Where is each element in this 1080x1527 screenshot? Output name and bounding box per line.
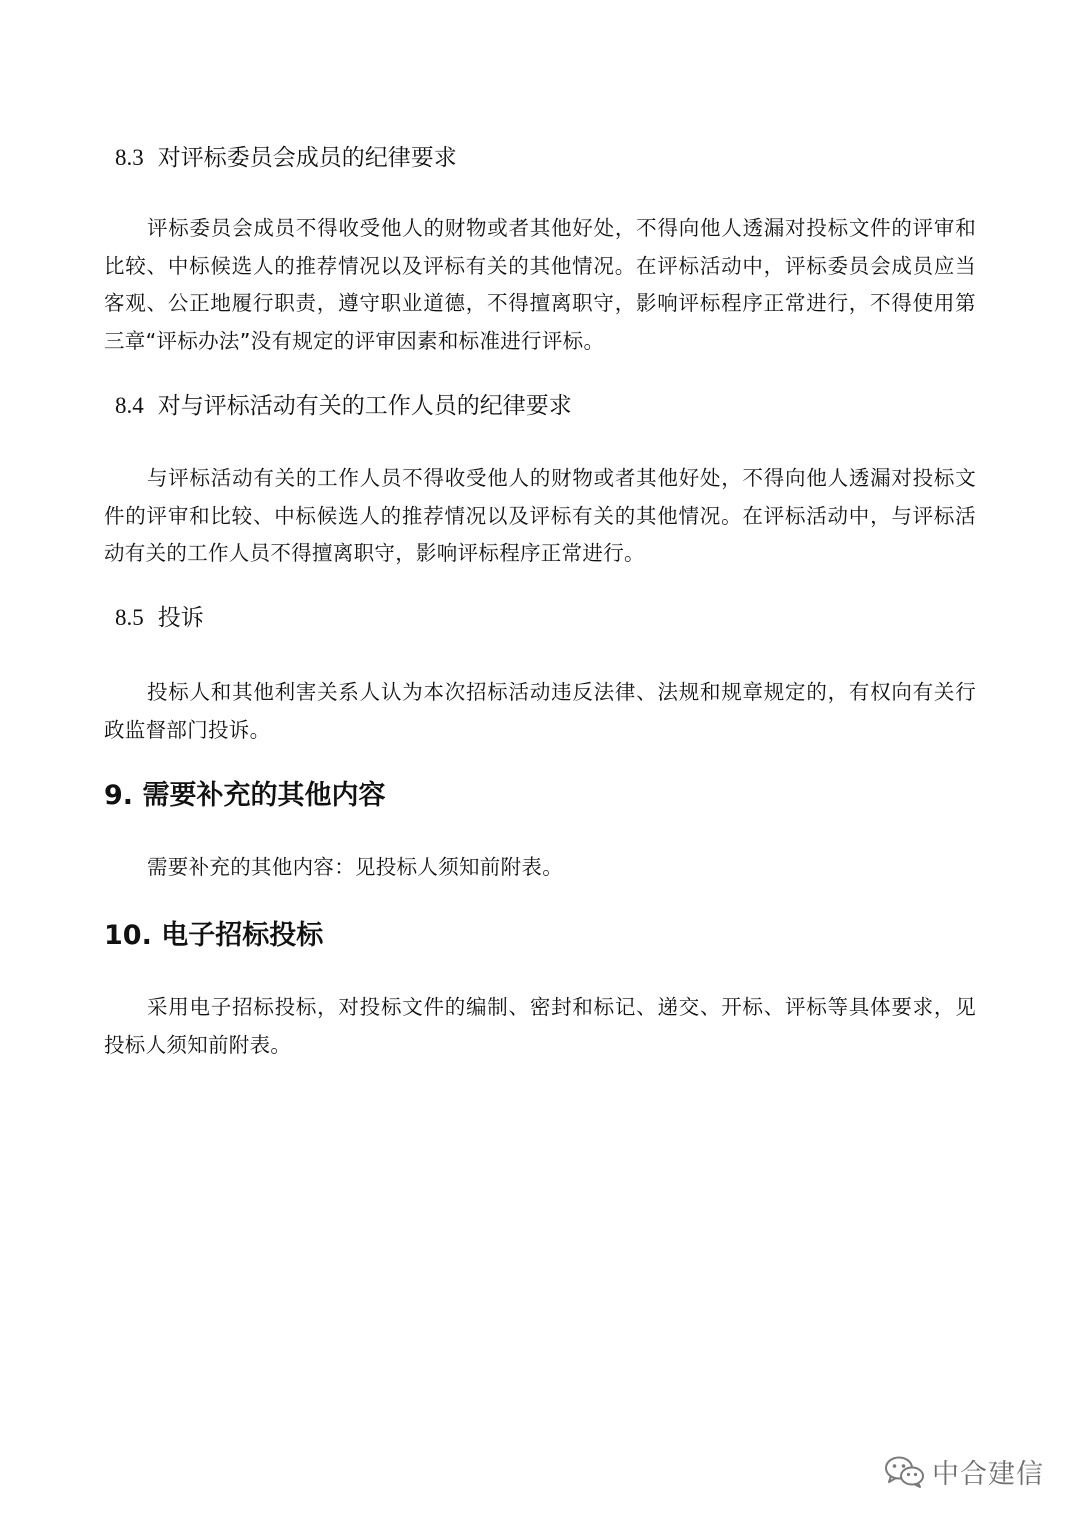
section-8-5-heading [115,602,204,634]
section-8-3-heading [115,142,457,174]
section-8-4-heading [115,390,572,422]
section-10-heading: 10. 电子招标投标 [104,920,324,951]
section-number: 8.3 [115,145,144,170]
section-title: 对与评标活动有关的工作人员的纪律要求 [157,393,572,419]
section-8-4-body: 与评标活动有关的工作人员不得收受他人的财物或者其他好处，不得向他人透漏对投标文件的评审和比较、中标候选人的推荐情况以及评标有关的其他情况。在评标活动中，与评标活动有关的工作人员不得擅离职守，影响评标程序正常进行。 [104,466,976,565]
section-title: 对评标委员会成员的纪律要求 [157,145,457,171]
section-9-heading: 9. 需要补充的其他内容 [104,780,386,811]
section-8-5-body: 投标人和其他利害关系人认为本次招标活动违反法律、法规和规章规定的，有权向有关行政监督部门投诉。 [104,680,976,742]
section-8-3-body: 评标委员会成员不得收受他人的财物或者其他好处，不得向他人透漏对投标文件的评审和比较、中标候选人的推荐情况以及评标有关的其他情况。在评标活动中，评标委员会成员应当客观、公正地履行职责，遵守职业道德，不得擅离职守，影响评标程序正常进行，不得使用第三章“评标办法”没有规定的评审因素和标准进行评标。 [104,216,976,353]
wechat-icon [884,1455,926,1489]
section-number: 8.5 [115,605,144,630]
section-10-body: 采用电子招标投标，对投标文件的编制、密封和标记、递交、开标、评标等具体要求，见投标人须知前附表。 [104,995,976,1057]
watermark-text: 中合建信 [932,1459,1044,1490]
section-9-body: 需要补充的其他内容：见投标人须知前附表。 [147,855,563,879]
section-title: 投诉 [157,605,204,631]
section-number: 8.4 [115,393,144,418]
watermark [884,1452,1044,1491]
